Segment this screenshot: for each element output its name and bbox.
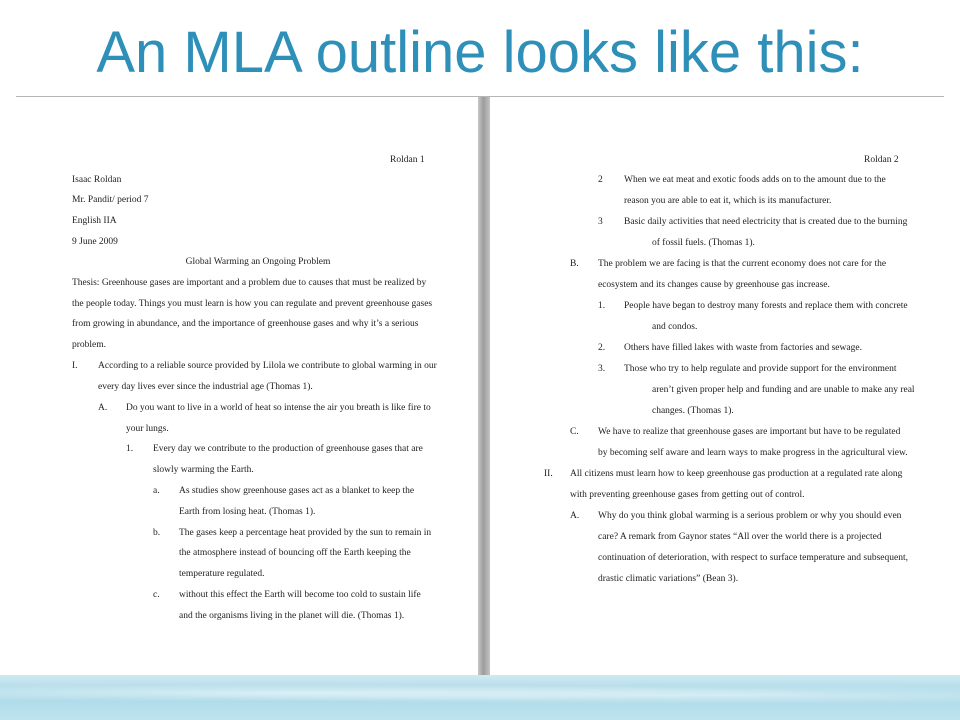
outline-line: aren’t given proper help and funding and are unable to make any real [652,385,915,395]
page-header: Roldan 2 [864,155,899,165]
page-header: Roldan 1 [390,155,425,165]
outline-line: drastic climatic variations” (Bean 3). [598,574,739,584]
outline-marker: 3 [598,217,603,227]
course-name: English IIA [72,216,117,226]
page-divider [478,97,490,677]
outline-marker: II. [544,469,553,479]
outline-line: temperature regulated. [179,569,265,579]
outline-line: As studies show greenhouse gases act as a blanket to keep the [179,486,415,496]
outline-line: All citizens must learn how to keep greenhouse gas production at a regulated rate along [570,469,903,479]
outline-line: Those who try to help regulate and provide support for the environment [624,364,897,374]
outline-line: The gases keep a percentage heat provided by the sun to remain in [179,528,432,538]
outline-line: When we eat meat and exotic foods adds on to the amount due to the [624,175,886,185]
outline-line: Every day we contribute to the production of greenhouse gases that are [153,444,423,454]
outline-marker: A. [570,511,580,521]
thesis-line: problem. [72,340,107,350]
outline-line: slowly warming the Earth. [153,465,254,475]
outline-line: continuation of deterioration, with respect to surface temperature and subsequent, [598,553,908,563]
outline-line: We have to realize that greenhouse gases are important but have to be regulated [598,427,901,437]
page-roldan-1 [16,97,478,677]
page-roldan-2 [490,97,944,677]
outline-line: Others have filled lakes with waste from factories and sewage. [624,343,862,353]
outline-marker: 1. [598,301,606,311]
outline-line: According to a reliable source provided by Lilola we contribute to global warming in our [98,361,437,371]
outline-line: of fossil fuels. (Thomas 1). [652,238,755,248]
outline-line: and condos. [652,322,698,332]
outline-marker: c. [153,590,160,600]
thesis-line: the people today. Things you must learn is how you can regulate and prevent greenhouse gases [72,299,433,309]
outline-marker: 2. [598,343,606,353]
document-screenshot [16,96,944,677]
decorative-bottom-band [0,675,960,720]
outline-line: without this effect the Earth will become too cold to sustain life [179,590,421,600]
date-line: 9 June 2009 [72,237,118,247]
outline-line: care? A remark from Gaynor states “All over the world there is a projected [598,532,882,542]
teacher-name: Mr. Pandit/ period 7 [72,195,149,205]
thesis-line: Thesis: Greenhouse gases are important and a problem due to causes that must be realized by [72,278,427,288]
outline-marker: 3. [598,364,606,374]
outline-line: every day lives ever since the industrial age (Thomas 1). [98,382,313,392]
outline-marker: B. [570,259,579,269]
author-name: Isaac Roldan [72,175,122,185]
outline-line: reason you are able to eat it, which is its manufacturer. [624,196,832,206]
outline-marker: 2 [598,175,603,185]
outline-line: with preventing greenhouse gases from getting out of control. [570,490,805,500]
outline-line: changes. (Thomas 1). [652,406,734,416]
outline-line: Earth from losing heat. (Thomas 1). [179,507,316,517]
outline-line: Do you want to live in a world of heat so intense the air you breath is like fire to [126,403,431,413]
slide-title: An MLA outline looks like this: [96,20,864,85]
outline-marker: I. [72,361,78,371]
outline-line: ecosystem and its changes cause by greenhouse gas increase. [598,280,830,290]
paper-title: Global Warming an Ongoing Problem [185,257,331,267]
outline-line: by becoming self aware and learn ways to make progress in the agricultural view. [598,448,908,458]
outline-marker: C. [570,427,579,437]
outline-line: the atmosphere instead of bouncing off the Earth keeping the [179,548,411,558]
outline-line: and the organisms living in the planet will die. (Thomas 1). [179,611,405,621]
outline-marker: b. [153,528,161,538]
outline-line: Why do you think global warming is a serious problem or why you should even [598,511,902,521]
thesis-line: from growing in abundance, and the importance of greenhouse gases and why it’s a serious [72,319,419,329]
outline-marker: 1. [126,444,134,454]
outline-line: your lungs. [126,424,169,434]
outline-marker: a. [153,486,160,496]
outline-marker: A. [98,403,108,413]
outline-line: The problem we are facing is that the current economy does not care for the [598,259,887,269]
outline-line: People have began to destroy many forests and replace them with concrete [624,301,908,311]
outline-line: Basic daily activities that need electricity that is created due to the burning [624,217,908,227]
